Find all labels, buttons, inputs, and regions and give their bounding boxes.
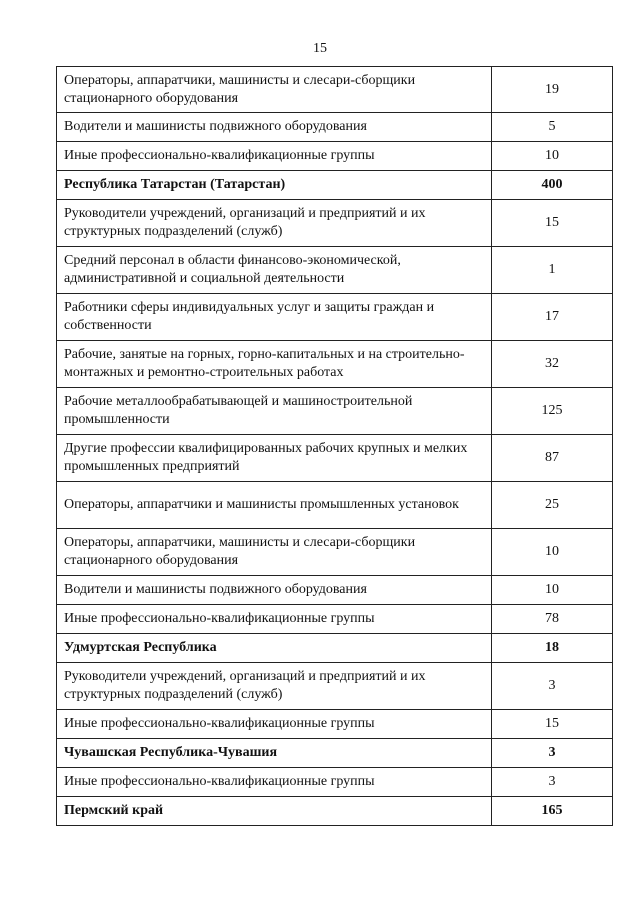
count-cell: 10 bbox=[492, 576, 613, 605]
occupation-group-cell: Иные профессионально-квалификационные группы bbox=[57, 605, 492, 634]
region-name-cell: Республика Татарстан (Татарстан) bbox=[57, 171, 492, 200]
count-cell: 10 bbox=[492, 529, 613, 576]
table-row bbox=[57, 200, 613, 247]
table-body bbox=[57, 67, 613, 826]
occupation-group-cell: Другие профессии квалифицированных рабочих крупных и мелких промышленных предприятий bbox=[57, 435, 492, 482]
page-number: 15 bbox=[313, 41, 327, 56]
occupation-group-cell: Иные профессионально-квалификационные группы bbox=[57, 142, 492, 171]
occupation-group-cell: Руководители учреждений, организаций и предприятий и их структурных подразделений (служб) bbox=[57, 200, 492, 247]
region-name-cell: Пермский край bbox=[57, 797, 492, 826]
occupation-group-cell: Иные профессионально-квалификационные группы bbox=[57, 710, 492, 739]
table-row bbox=[57, 67, 613, 113]
region-total-row bbox=[57, 171, 613, 200]
occupation-group-cell: Рабочие, занятые на горных, горно-капитальных и на строительно-монтажных и ремонтно-строительных работах bbox=[57, 341, 492, 388]
table-row bbox=[57, 663, 613, 710]
count-cell: 3 bbox=[492, 663, 613, 710]
count-cell: 19 bbox=[492, 67, 613, 113]
table-row bbox=[57, 247, 613, 294]
count-cell: 25 bbox=[492, 482, 613, 529]
count-cell: 78 bbox=[492, 605, 613, 634]
region-name-cell: Чувашская Республика-Чувашия bbox=[57, 739, 492, 768]
region-total-value-cell: 165 bbox=[492, 797, 613, 826]
table-row bbox=[57, 768, 613, 797]
region-total-row bbox=[57, 739, 613, 768]
occupation-group-cell: Операторы, аппаратчики и машинисты промышленных установок bbox=[57, 482, 492, 529]
count-cell: 125 bbox=[492, 388, 613, 435]
table-row bbox=[57, 113, 613, 142]
region-total-row bbox=[57, 634, 613, 663]
table-row bbox=[57, 435, 613, 482]
region-total-value-cell: 3 bbox=[492, 739, 613, 768]
region-name-cell: Удмуртская Республика bbox=[57, 634, 492, 663]
region-total-value-cell: 400 bbox=[492, 171, 613, 200]
occupation-group-cell: Операторы, аппаратчики, машинисты и слесари-сборщики стационарного оборудования bbox=[57, 67, 492, 113]
table-row bbox=[57, 605, 613, 634]
count-cell: 17 bbox=[492, 294, 613, 341]
table-row bbox=[57, 341, 613, 388]
table-row bbox=[57, 388, 613, 435]
count-cell: 10 bbox=[492, 142, 613, 171]
count-cell: 1 bbox=[492, 247, 613, 294]
occupation-group-cell: Водители и машинисты подвижного оборудования bbox=[57, 576, 492, 605]
count-cell: 15 bbox=[492, 710, 613, 739]
count-cell: 5 bbox=[492, 113, 613, 142]
occupation-group-cell: Работники сферы индивидуальных услуг и защиты граждан и собственности bbox=[57, 294, 492, 341]
table-row bbox=[57, 142, 613, 171]
count-cell: 87 bbox=[492, 435, 613, 482]
occupation-group-cell: Иные профессионально-квалификационные группы bbox=[57, 768, 492, 797]
occupation-group-cell: Руководители учреждений, организаций и предприятий и их структурных подразделений (служб) bbox=[57, 663, 492, 710]
occupation-group-cell: Рабочие металлообрабатывающей и машиностроительной промышленности bbox=[57, 388, 492, 435]
table-row bbox=[57, 294, 613, 341]
occupation-group-cell: Операторы, аппаратчики, машинисты и слесари-сборщики стационарного оборудования bbox=[57, 529, 492, 576]
occupations-table bbox=[56, 66, 613, 826]
table-row bbox=[57, 710, 613, 739]
occupation-group-cell: Водители и машинисты подвижного оборудования bbox=[57, 113, 492, 142]
count-cell: 3 bbox=[492, 768, 613, 797]
count-cell: 15 bbox=[492, 200, 613, 247]
region-total-row bbox=[57, 797, 613, 826]
occupation-group-cell: Средний персонал в области финансово-экономической, административной и социальной деятельности bbox=[57, 247, 492, 294]
table-row bbox=[57, 482, 613, 529]
table-row bbox=[57, 529, 613, 576]
count-cell: 32 bbox=[492, 341, 613, 388]
region-total-value-cell: 18 bbox=[492, 634, 613, 663]
table-row bbox=[57, 576, 613, 605]
